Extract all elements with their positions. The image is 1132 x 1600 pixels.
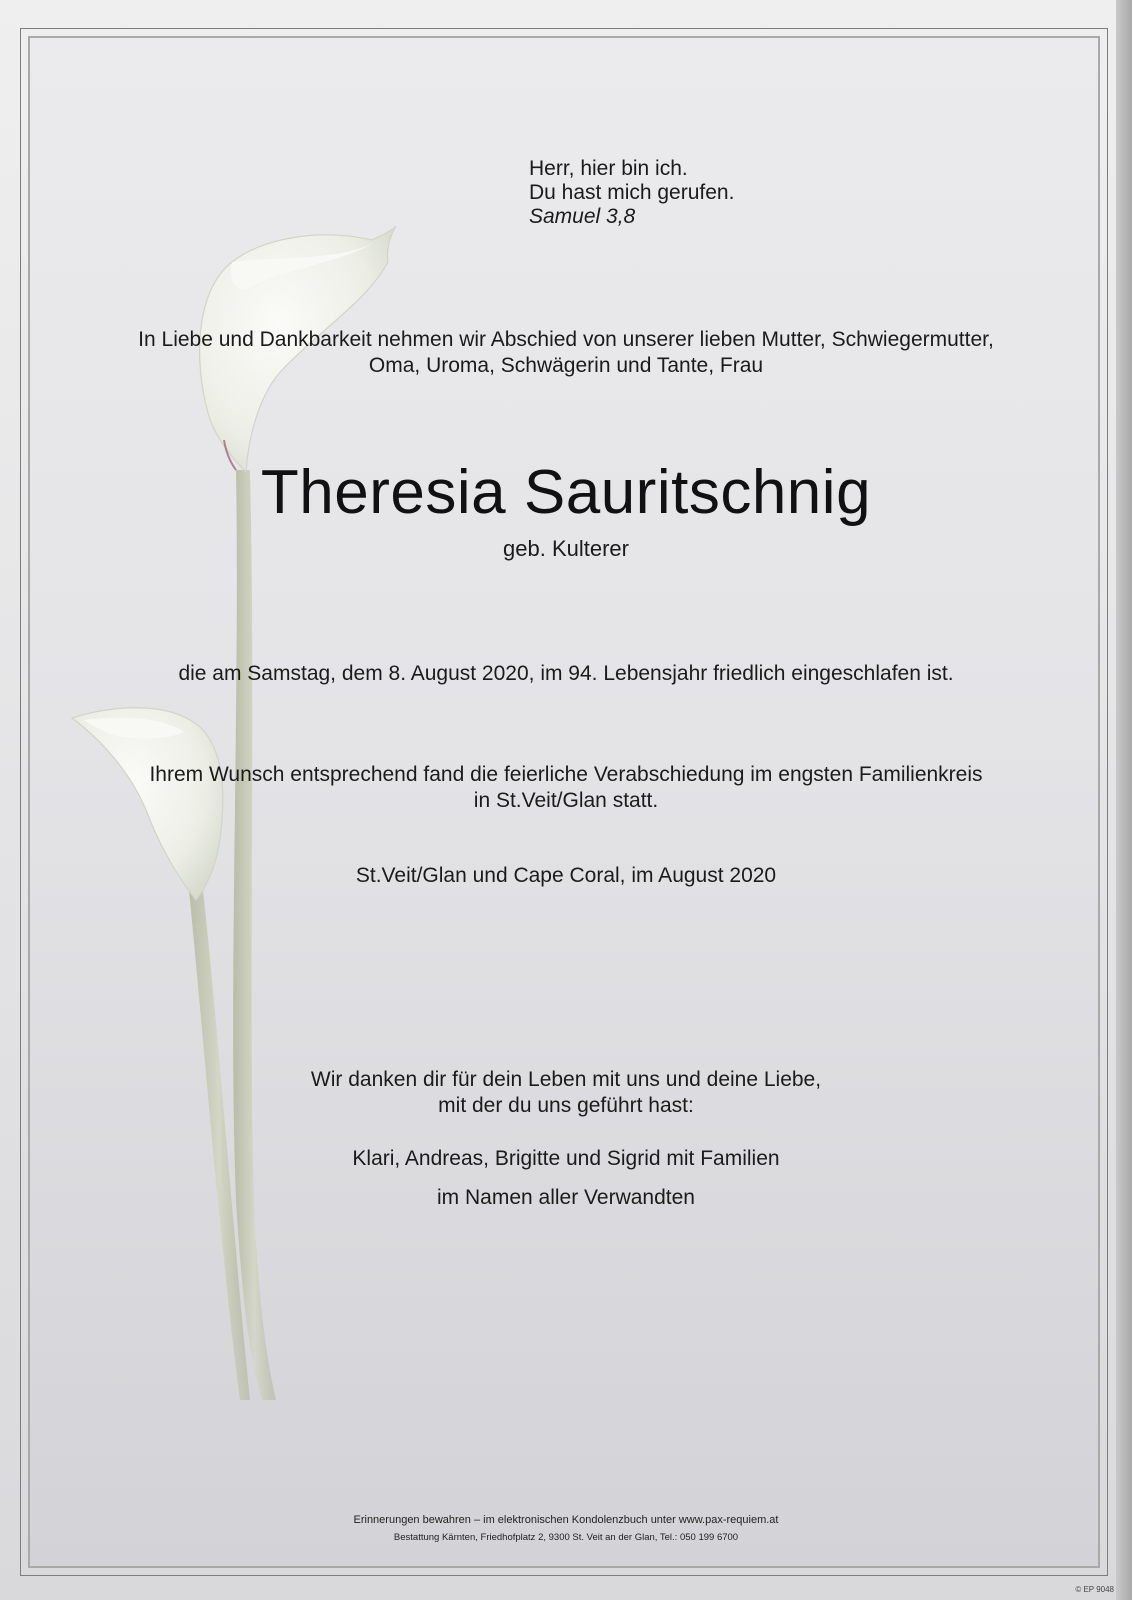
farewell-line-2: in St.Veit/Glan statt. (473, 789, 659, 812)
verse-reference: Samuel 3,8 (529, 205, 636, 228)
place-date: St.Veit/Glan und Cape Coral, im August 2020 (355, 864, 777, 887)
lily-stems (188, 470, 276, 1400)
mourners: Klari, Andreas, Brigitte und Sigrid mit Familien (352, 1147, 780, 1170)
intro-line-1: In Liebe und Dankbarkeit nehmen wir Abschied von unserer lieben Mutter, Schwiegermutter, (138, 328, 994, 351)
bible-verse (529, 157, 734, 229)
relatives-line: im Namen aller Verwandten (437, 1186, 695, 1209)
thanks-line-1: Wir danken dir für dein Leben mit uns und deine Liebe, (310, 1068, 822, 1091)
death-notice: die am Samstag, dem 8. August 2020, im 94. Lebensjahr friedlich eingeschlafen ist. (178, 662, 954, 685)
intro-line-2: Oma, Uroma, Schwägerin und Tante, Frau (368, 354, 764, 377)
farewell-text (0, 762, 1132, 814)
intro-text (0, 327, 1132, 379)
footer (0, 1512, 1132, 1546)
birth-name: geb. Kulterer (503, 536, 629, 561)
deceased-name: Theresia Sauritschnig (260, 458, 872, 527)
footer-line-2: Bestattung Kärnten, Friedhofplatz 2, 9300 St. Veit an der Glan, Tel.: 050 199 6700 (393, 1532, 739, 1543)
print-code: © EP 9048 (1075, 1585, 1114, 1594)
thanks-line-2: mit der du uns geführt hast: (438, 1094, 694, 1117)
footer-line-1: Erinnerungen bewahren – im elektronischen Kondolenzbuch unter www.pax-requiem.at (353, 1514, 779, 1526)
verse-line-2: Du hast mich gerufen. (529, 181, 735, 204)
farewell-line-1: Ihrem Wunsch entsprechend fand die feierliche Verabschiedung im engsten Familienkreis (149, 763, 983, 786)
verse-line-1: Herr, hier bin ich. (529, 157, 688, 180)
thanks-text (0, 1067, 1132, 1119)
